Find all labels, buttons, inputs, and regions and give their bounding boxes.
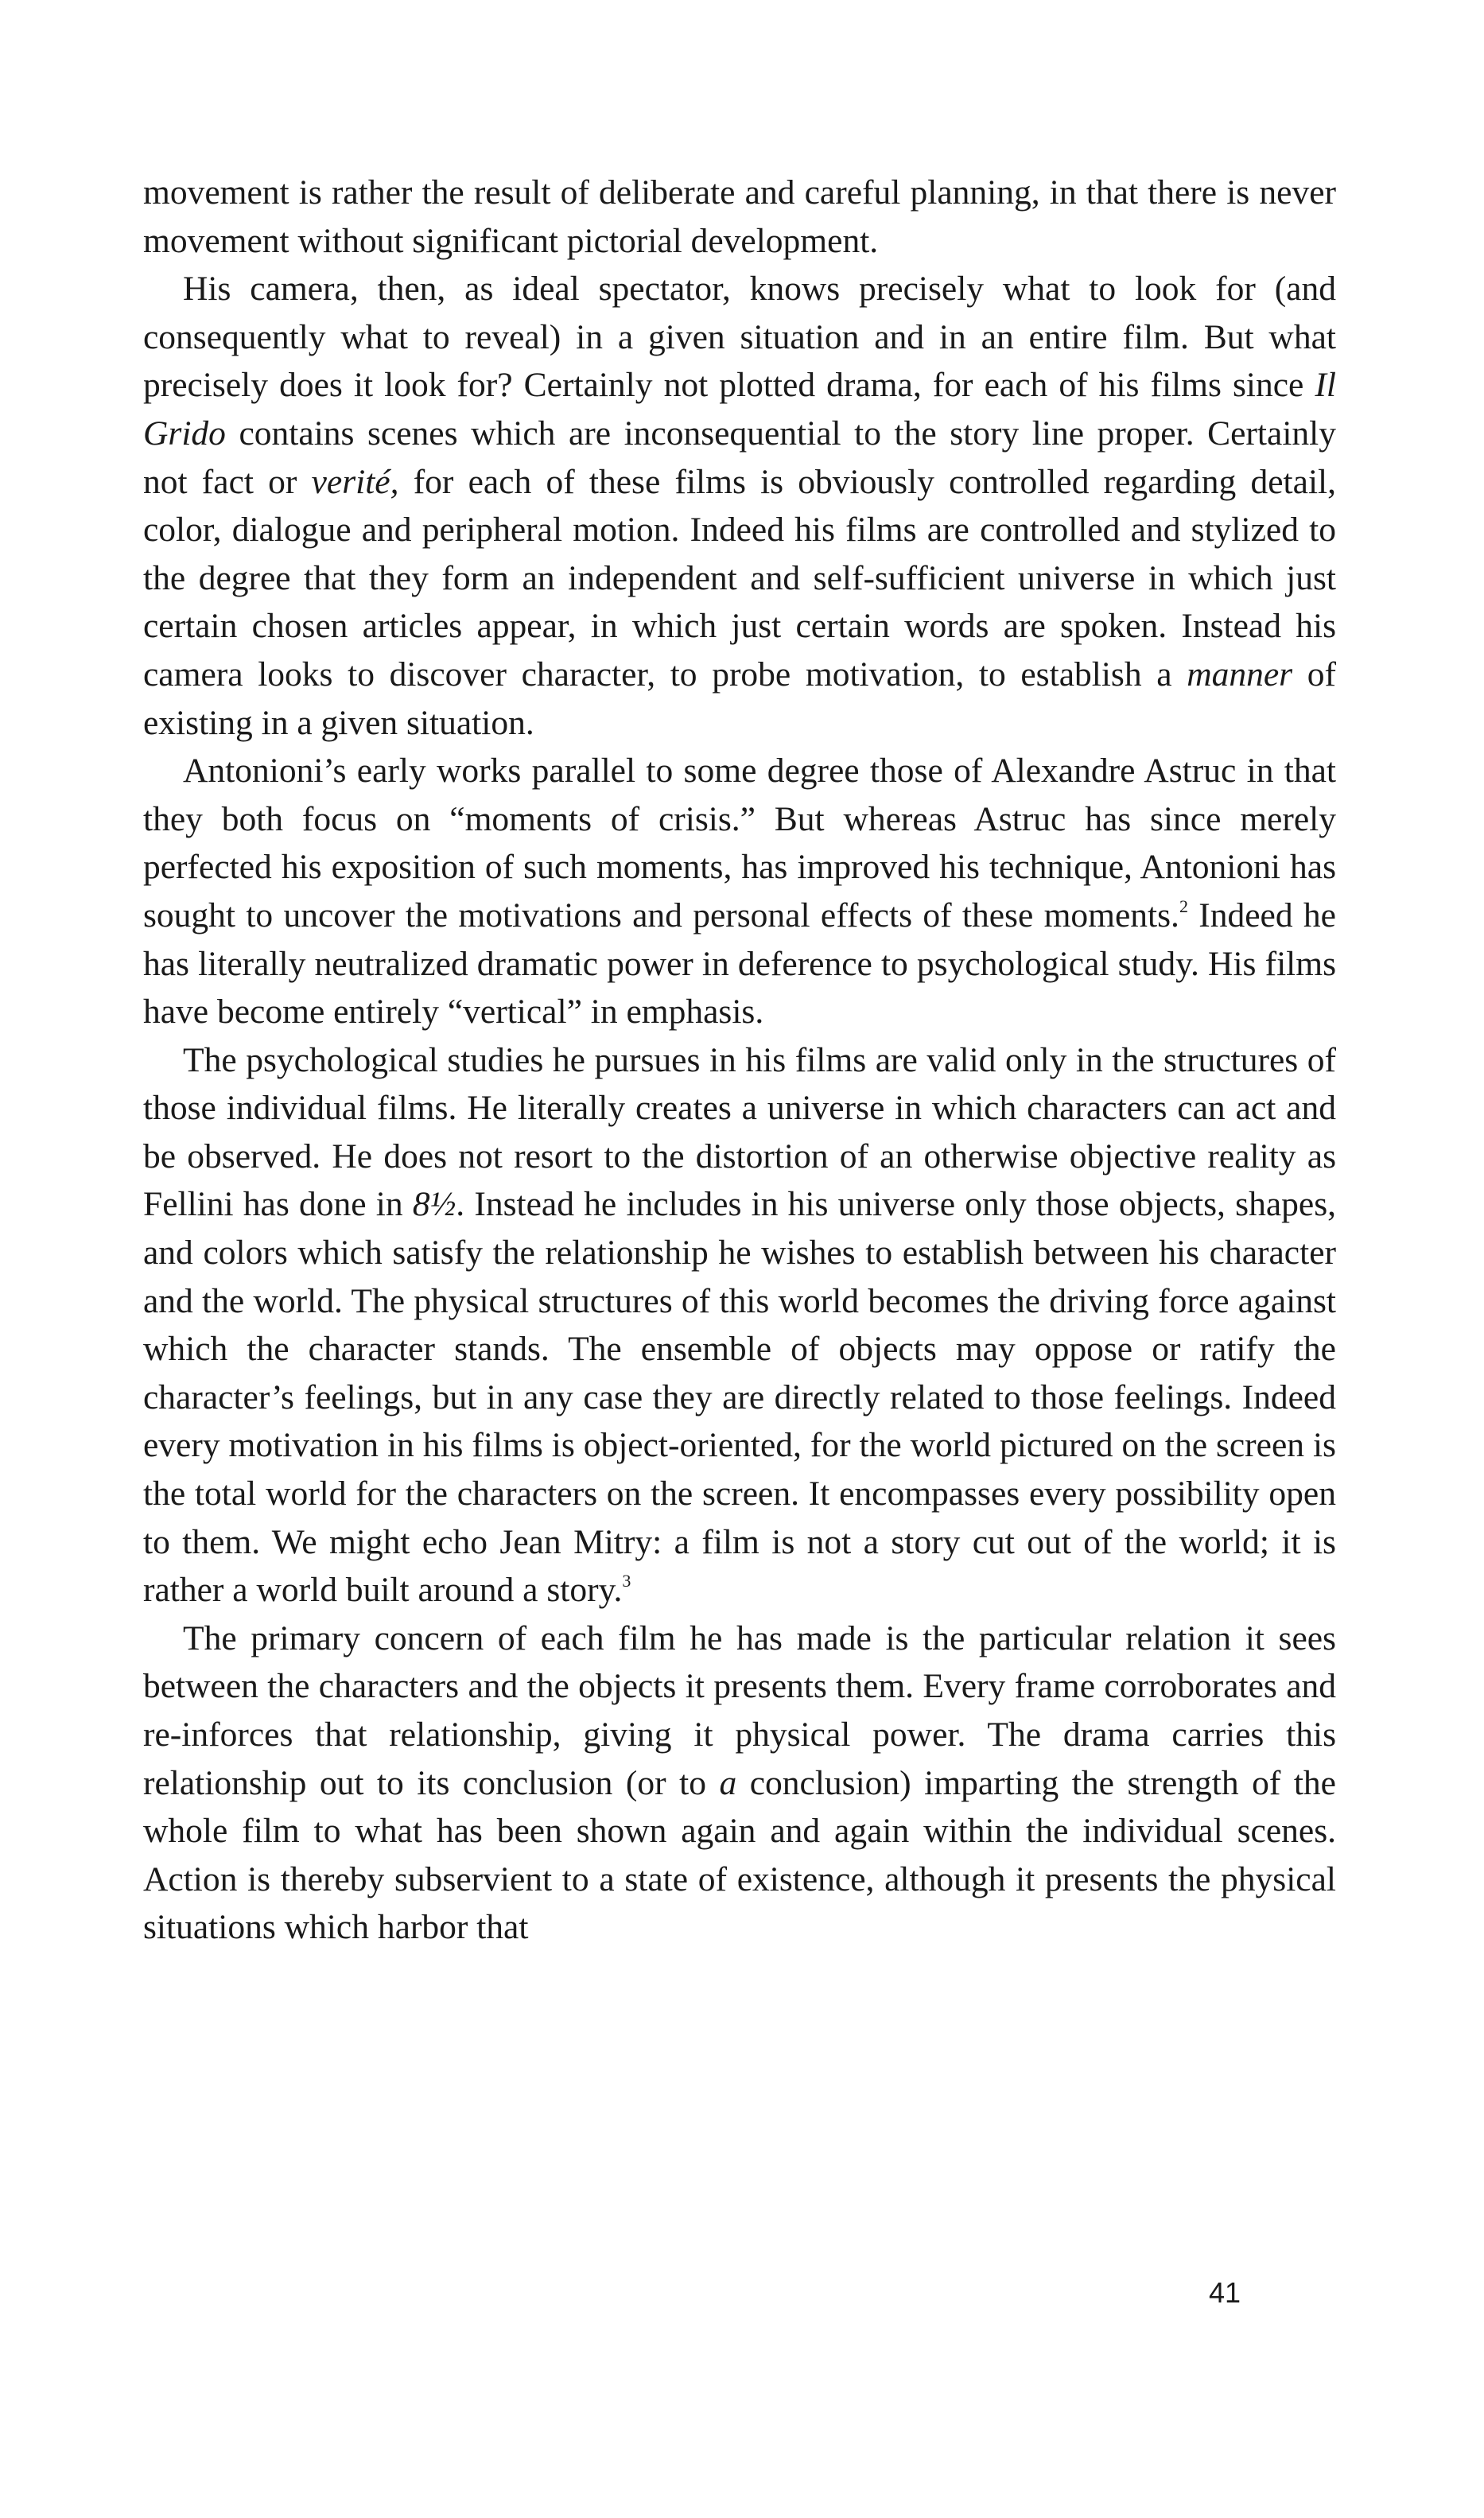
text-run: contains scenes which are inconsequential to the story line proper. Certainly not fact or [143,414,1336,501]
footnote-marker: 2 [1179,896,1188,916]
text-run: His camera, then, as ideal spectator, knows precisely what to look for (and consequently what to reveal) in a given situation and in an entire film. But what precisely does it look for? Certainly not plotted drama, for each of his films since [143,270,1336,405]
text-run: movement is rather the result of deliberate and careful planning, in that there is never movement without significant pictorial development. [143,173,1336,260]
text-run: The psychological studies he pursues in his films are valid only in the structures of those individual films. He literally creates a universe in which characters can act and be observed. He does not resort to the distortion of an otherwise objective reality as Fellini has done in [143,1040,1336,1224]
footnote-marker: 3 [622,1571,631,1591]
text-run: Antonioni’s early works parallel to some degree those of Alexandre Astruc in that they both focus on “moments of crisis.” But whereas Astruc has since merely perfected his exposition of such moments, has improved his technique, Antonioni has sought to uncover the motivations and personal effects of these moments. [143,752,1336,935]
italic-text: 8½ [412,1185,456,1224]
text-run: of existing in a given situation. [143,655,1336,742]
paragraph-4 [143,1036,1336,1615]
paragraph-3 [143,747,1336,1036]
italic-text: manner [1187,655,1293,694]
paragraph-2 [143,265,1336,747]
text-run: conclusion) imparting the strength of the whole film to what has been shown again and again within the individual scenes. Action is thereby subservient to a state of existence, although it presents the physical situations which harbor that [143,1763,1336,1947]
italic-text: Il Grido [143,366,1336,453]
italic-text: verité, [311,462,399,501]
italic-text: a [719,1763,737,1802]
paragraph-5 [143,1615,1336,1952]
page-number: 41 [1209,2276,1241,2309]
paragraph-1 [143,169,1336,265]
text-run: . Instead he includes in his universe only those objects, shapes, and colors which satisfy the relationship he wishes to establish between his character and the world. The physical structures of this world becomes the driving force against which the character stands. The ensemble of objects may oppose or ratify the character’s feelings, but in any case they are directly related to those feelings. Indeed every motivation in his films is object-oriented, for the world pictured on the screen is the total world for the characters on the screen. It encompasses every possibility open to them. We might echo Jean Mitry: a film is not a story cut out of the world; it is rather a world built around a story. [143,1185,1336,1610]
text-run: Indeed he has literally neutralized dramatic power in deference to psychological study. His films have become entirely “vertical” in emphasis. [143,896,1336,1032]
body-text [143,169,1336,1952]
text-run: The primary concern of each film he has made is the particular relation it sees between the characters and the objects it presents them. Every frame corroborates and re-inforces that relationship, giving it physical power. The drama carries this relationship out to its conclusion (or to [143,1618,1336,1802]
text-run: for each of these films is obviously controlled regarding detail, color, dialogue and peripheral motion. Indeed his films are controlled and stylized to the degree that they form an independent and self-sufficient universe in which just certain chosen articles appear, in which just certain words are spoken. Instead his camera looks to discover character, to probe motivation, to establish a [143,462,1336,694]
